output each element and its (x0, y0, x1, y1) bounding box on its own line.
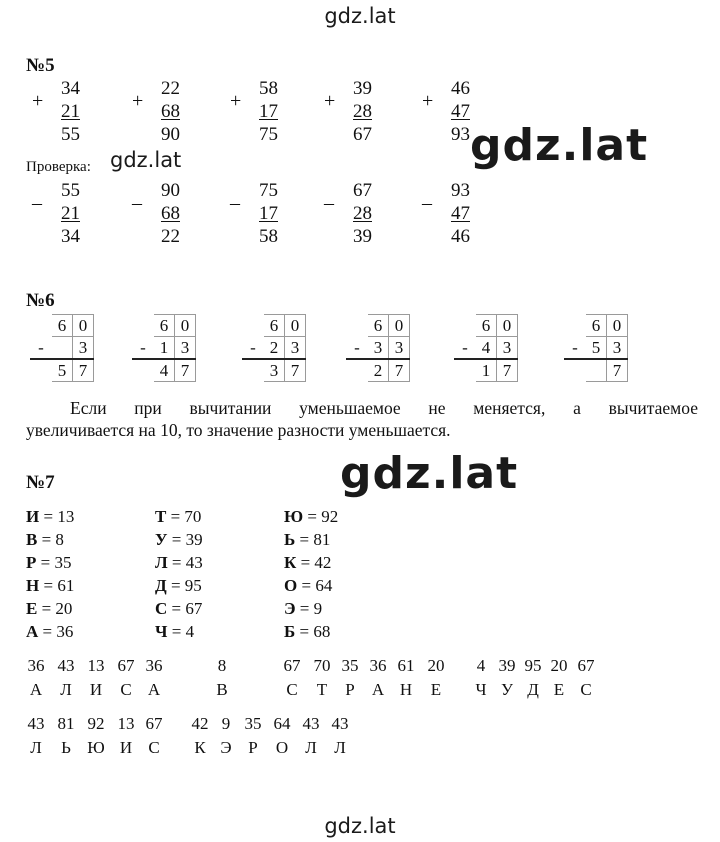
key-value: = 8 (37, 530, 64, 549)
key-letter: Б (284, 622, 296, 641)
letter-key-entry (26, 621, 73, 643)
key-value: = 61 (39, 576, 75, 595)
key-value: = 95 (166, 576, 202, 595)
check-example-sign: – (422, 192, 432, 214)
key-letter: Н (26, 576, 40, 595)
key-value: = 35 (36, 553, 72, 572)
digit-cell: 7 (175, 359, 196, 382)
decoded-letter: С (148, 738, 160, 757)
letter-key-entry (26, 506, 74, 528)
code-number: 67 (283, 656, 301, 675)
digit-cell (586, 359, 607, 382)
digit-cell: 3 (368, 337, 389, 360)
decoded-letter: Е (553, 680, 565, 699)
code-number: 64 (273, 714, 291, 733)
letter-key-entry (155, 506, 201, 528)
addition-example-second-number: 68 (161, 101, 180, 122)
code-number: 70 (313, 656, 331, 675)
key-letter: Э (284, 599, 296, 618)
operator-cell (455, 359, 476, 382)
task6-heading: №6 (26, 290, 55, 311)
code-number: 13 (87, 656, 105, 675)
digit-cell: 5 (586, 337, 607, 360)
decoded-letter: Е (430, 680, 442, 699)
digit-cell: 7 (73, 359, 94, 382)
operator-cell: - (354, 338, 360, 357)
code-number: 20 (550, 656, 568, 675)
check-example-second-number: 68 (161, 203, 180, 224)
digit-cell: 6 (264, 315, 285, 337)
key-letter: О (284, 576, 298, 595)
digit-cell: 3 (175, 337, 196, 360)
key-letter: И (26, 507, 40, 526)
key-letter: Т (155, 507, 167, 526)
operator-cell (347, 315, 368, 337)
digit-cell: 1 (154, 337, 175, 360)
addition-example-second-number: 47 (451, 101, 470, 122)
addition-example-sign: + (132, 90, 144, 112)
letter-key-entry (26, 598, 72, 620)
code-number: 9 (221, 714, 231, 733)
key-letter: Ь (284, 530, 296, 549)
decoded-letter: Л (30, 738, 42, 757)
letter-key-entry (26, 575, 74, 597)
subtraction-grid (346, 314, 410, 382)
subtraction-grid (242, 314, 306, 382)
check-example-first-number: 75 (259, 180, 278, 201)
digit-cell: 0 (607, 315, 628, 337)
operator-cell: - (462, 338, 468, 357)
addition-example-result: 90 (161, 124, 180, 145)
check-label: Проверка: (26, 159, 91, 175)
code-number: 42 (191, 714, 209, 733)
check-example-sign: – (32, 192, 42, 214)
code-number: 92 (87, 714, 105, 733)
code-number: 36 (145, 656, 163, 675)
addition-example-sign: + (32, 90, 44, 112)
addition-example-first-number: 39 (353, 78, 372, 99)
operator-cell (31, 315, 52, 337)
decoded-letter: А (371, 680, 385, 699)
digit-cell: 6 (154, 315, 175, 337)
addition-example-result: 75 (259, 124, 278, 145)
letter-key-entry (26, 529, 64, 551)
letter-key-entry (284, 552, 331, 574)
code-number: 67 (577, 656, 595, 675)
addition-example-second-number: 21 (61, 101, 80, 122)
code-number: 35 (244, 714, 262, 733)
conclusion-line-1: Если при вычитании уменьшаемое не меняется, а вычитаемое (70, 398, 698, 418)
key-value: = 13 (39, 507, 75, 526)
key-letter: Л (155, 553, 168, 572)
letter-key-entry (284, 529, 330, 551)
watermark-small: gdz.lat (110, 148, 182, 172)
decoded-letter: Р (248, 738, 258, 757)
conclusion-text (26, 397, 698, 441)
code-number: 67 (145, 714, 163, 733)
check-example-second-number: 21 (61, 203, 80, 224)
decoded-letter: С (580, 680, 592, 699)
key-letter: Е (26, 599, 38, 618)
check-example-sign: – (230, 192, 240, 214)
check-example-result: 22 (161, 226, 180, 247)
key-value: = 20 (37, 599, 73, 618)
letter-key-entry (155, 621, 194, 643)
decoded-letter: И (89, 680, 103, 699)
code-number: 35 (341, 656, 359, 675)
key-letter: Д (155, 576, 167, 595)
task7-heading: №7 (26, 472, 55, 493)
operator-cell (243, 315, 264, 337)
key-value: = 4 (167, 622, 195, 641)
operator-cell (455, 315, 476, 337)
conclusion-line-2: увеличивается на 10, то значение разности уменьшается. (26, 420, 451, 440)
key-letter: С (155, 599, 168, 618)
decoded-letter: С (120, 680, 132, 699)
check-example-result: 39 (353, 226, 372, 247)
digit-cell: 6 (368, 315, 389, 337)
digit-cell: 0 (389, 315, 410, 337)
check-example (132, 180, 212, 260)
code-number: 4 (476, 656, 486, 675)
key-letter: Ю (284, 507, 304, 526)
check-example (422, 180, 502, 260)
key-letter: Р (26, 553, 37, 572)
key-letter: А (26, 622, 39, 641)
digit-cell (52, 337, 73, 360)
digit-cell: 0 (73, 315, 94, 337)
letter-key-entry (284, 598, 322, 620)
operator-cell (243, 359, 264, 382)
watermark-large: gdz.lat (470, 120, 649, 171)
key-value: = 81 (295, 530, 331, 549)
decoded-letter: К (194, 738, 206, 757)
code-number: 36 (369, 656, 387, 675)
key-value: = 64 (297, 576, 333, 595)
digit-cell: 3 (73, 337, 94, 360)
check-example-second-number: 47 (451, 203, 470, 224)
decoded-letter: Л (334, 738, 346, 757)
check-example-first-number: 93 (451, 180, 470, 201)
digit-cell: 7 (497, 359, 518, 382)
code-number: 43 (302, 714, 320, 733)
decoded-letter: Ю (87, 738, 105, 757)
addition-example (230, 78, 310, 158)
decoded-letter: Д (527, 680, 539, 699)
addition-example-first-number: 46 (451, 78, 470, 99)
key-letter: Ч (155, 622, 168, 641)
key-value: = 67 (167, 599, 203, 618)
addition-example (324, 78, 404, 158)
letter-key-entry (155, 598, 202, 620)
digit-cell: 6 (52, 315, 73, 337)
code-number: 43 (27, 714, 45, 733)
letter-key-entry (155, 529, 203, 551)
decoded-letter: Р (345, 680, 355, 699)
check-example (32, 180, 112, 260)
subtraction-grid (454, 314, 518, 382)
task5-heading: №5 (26, 55, 55, 76)
watermark-bottom: gdz.lat (324, 814, 396, 838)
digit-cell: 1 (476, 359, 497, 382)
digit-cell: 2 (368, 359, 389, 382)
check-example (230, 180, 310, 260)
digit-cell: 3 (264, 359, 285, 382)
digit-cell: 6 (476, 315, 497, 337)
digit-cell: 0 (175, 315, 196, 337)
key-value: = 70 (166, 507, 202, 526)
watermark-top: gdz.lat (324, 4, 396, 28)
operator-cell (31, 359, 52, 382)
addition-example (132, 78, 212, 158)
key-value: = 42 (296, 553, 332, 572)
decoded-letter: С (286, 680, 298, 699)
key-value: = 39 (167, 530, 203, 549)
key-value: = 92 (303, 507, 339, 526)
digit-cell: 6 (586, 315, 607, 337)
addition-example-result: 93 (451, 124, 470, 145)
check-example-result: 34 (61, 226, 80, 247)
decoded-letter: А (29, 680, 43, 699)
code-number: 8 (217, 656, 227, 675)
code-number: 13 (117, 714, 135, 733)
decoded-letter: Э (220, 738, 232, 757)
addition-example-sign: + (422, 90, 434, 112)
check-example-first-number: 55 (61, 180, 80, 201)
key-value: = 68 (295, 622, 331, 641)
decoded-letter: В (216, 680, 228, 699)
check-example-result: 46 (451, 226, 470, 247)
digit-cell: 3 (389, 337, 410, 360)
check-example-first-number: 67 (353, 180, 372, 201)
letter-key-entry (155, 552, 203, 574)
check-example (324, 180, 404, 260)
digit-cell: 0 (497, 315, 518, 337)
decoded-letter: О (275, 738, 289, 757)
check-example-first-number: 90 (161, 180, 180, 201)
digit-cell: 0 (285, 315, 306, 337)
letter-key-entry (155, 575, 202, 597)
subtraction-grid (132, 314, 196, 382)
digit-cell: 7 (389, 359, 410, 382)
addition-example-sign: + (230, 90, 242, 112)
key-value: = 9 (295, 599, 323, 618)
operator-cell: - (38, 338, 44, 357)
digit-cell: 7 (607, 359, 628, 382)
code-number: 81 (57, 714, 75, 733)
code-number: 95 (524, 656, 542, 675)
addition-example-result: 55 (61, 124, 80, 145)
code-number: 43 (331, 714, 349, 733)
addition-example-first-number: 34 (61, 78, 80, 99)
operator-cell (133, 359, 154, 382)
decoded-letter: А (147, 680, 161, 699)
operator-cell (565, 359, 586, 382)
key-letter: В (26, 530, 38, 549)
digit-cell: 2 (264, 337, 285, 360)
decoded-letter: Т (316, 680, 328, 699)
check-example-sign: – (132, 192, 142, 214)
decoded-letter: Л (305, 738, 317, 757)
code-number: 39 (498, 656, 516, 675)
operator-cell: - (572, 338, 578, 357)
addition-example (422, 78, 502, 158)
subtraction-grid (564, 314, 628, 382)
code-number: 61 (397, 656, 415, 675)
digit-cell: 4 (476, 337, 497, 360)
digit-cell: 3 (285, 337, 306, 360)
key-value: = 43 (167, 553, 203, 572)
addition-example-first-number: 22 (161, 78, 180, 99)
subtraction-grid (30, 314, 94, 382)
digit-cell: 3 (607, 337, 628, 360)
decoded-letter: У (500, 680, 514, 699)
decoded-letter: Ь (61, 738, 71, 757)
code-number: 67 (117, 656, 135, 675)
addition-example-second-number: 17 (259, 101, 278, 122)
digit-cell: 4 (154, 359, 175, 382)
code-number: 43 (57, 656, 75, 675)
addition-example-first-number: 58 (259, 78, 278, 99)
watermark-large: gdz.lat (340, 448, 519, 499)
key-letter: У (155, 530, 168, 549)
key-value: = 36 (38, 622, 74, 641)
addition-example-second-number: 28 (353, 101, 372, 122)
decoded-letter: Л (60, 680, 72, 699)
operator-cell: - (140, 338, 146, 357)
digit-cell: 7 (285, 359, 306, 382)
code-number: 20 (427, 656, 445, 675)
addition-example-sign: + (324, 90, 336, 112)
addition-example (32, 78, 112, 158)
operator-cell (347, 359, 368, 382)
digit-cell: 5 (52, 359, 73, 382)
operator-cell: - (250, 338, 256, 357)
check-example-sign: – (324, 192, 334, 214)
decoded-letter: Н (399, 680, 413, 699)
letter-key-entry (284, 506, 338, 528)
code-number: 36 (27, 656, 45, 675)
letter-key-entry (284, 621, 330, 643)
operator-cell (565, 315, 586, 337)
decoded-letter: Ч (475, 680, 487, 699)
check-example-result: 58 (259, 226, 278, 247)
check-example-second-number: 17 (259, 203, 278, 224)
key-letter: К (284, 553, 297, 572)
decoded-letter: И (119, 738, 133, 757)
digit-cell: 3 (497, 337, 518, 360)
addition-example-result: 67 (353, 124, 372, 145)
operator-cell (133, 315, 154, 337)
letter-key-entry (26, 552, 71, 574)
check-example-second-number: 28 (353, 203, 372, 224)
letter-key-entry (284, 575, 332, 597)
